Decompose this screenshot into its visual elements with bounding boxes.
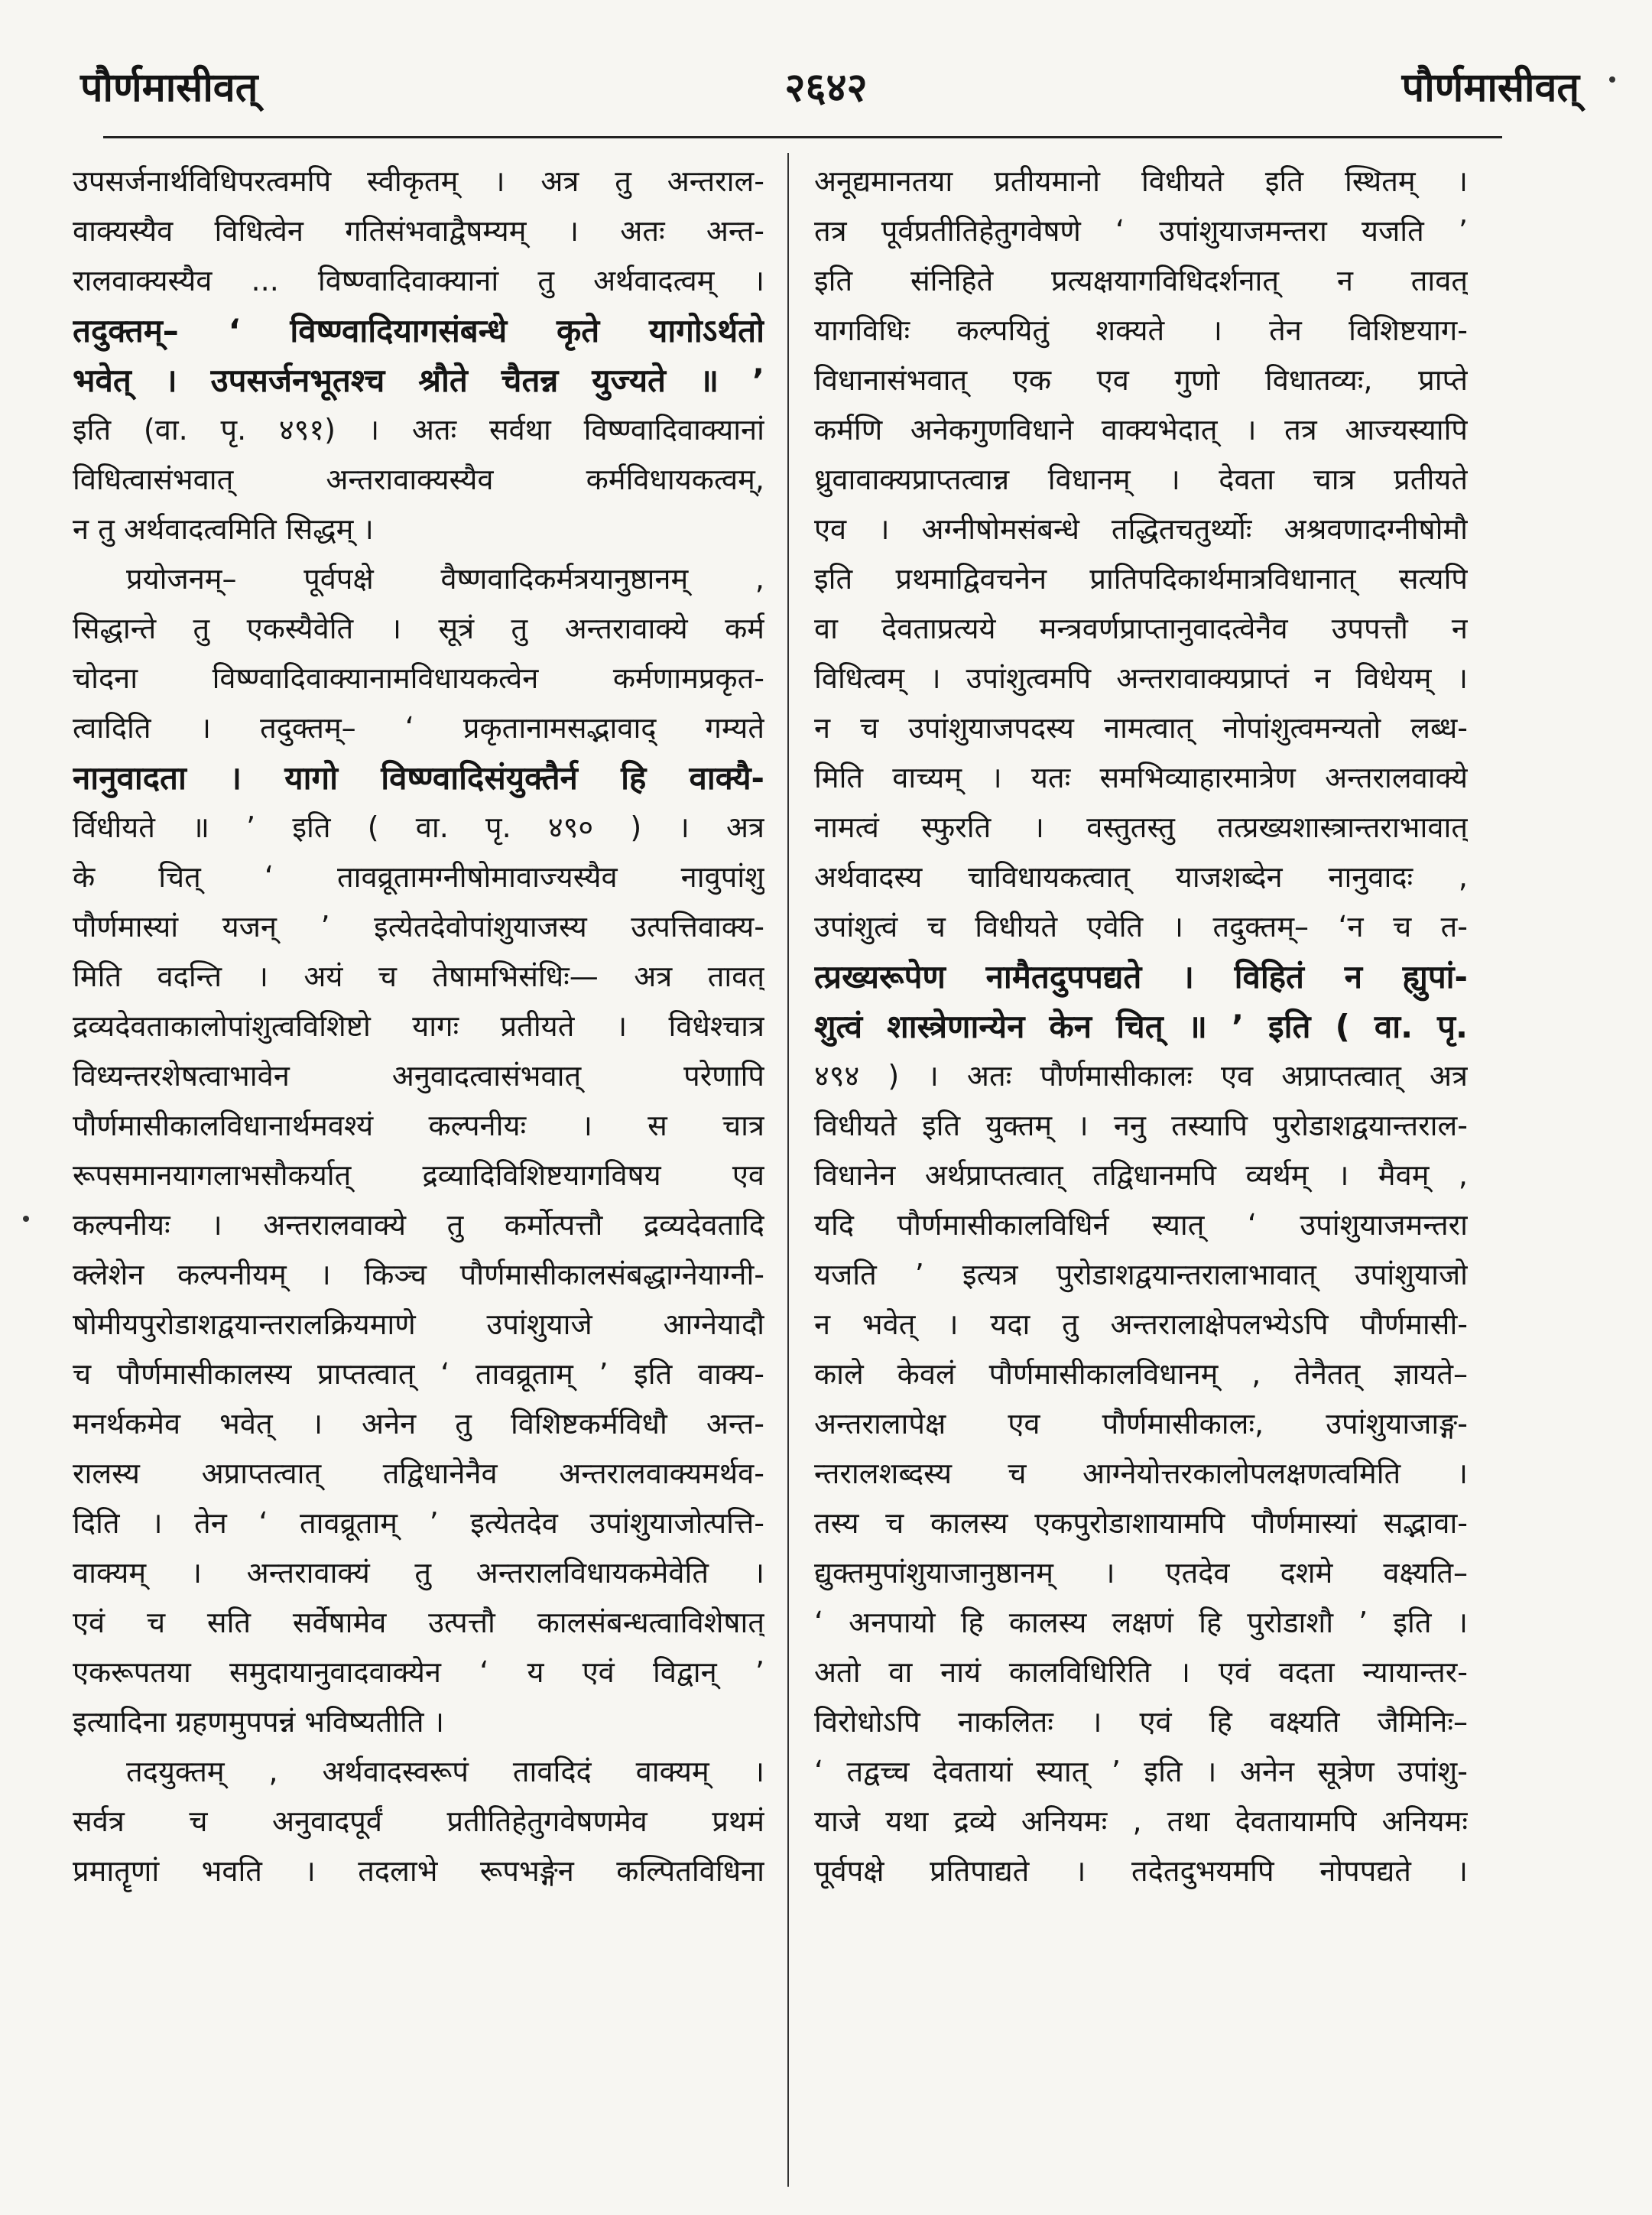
text-line: इति संनिहिते प्रत्यक्षयागविधिदर्शनात् न तावत् [814, 264, 1468, 297]
text-line: ४९४ ) । अतः पौर्णमासीकालः एव अप्राप्तत्वात् अत्र [814, 1059, 1468, 1093]
running-head-right: पौर्णमासीवत् [1401, 65, 1579, 111]
text-line: पौर्णमासीकालविधानार्थमवश्यं कल्पनीयः । स चात्र [73, 1109, 764, 1142]
text-line: तदयुक्तम् , अर्थवादस्वरूपं तावदिदं वाक्यम् । [126, 1755, 764, 1788]
text-line: कर्मणि अनेकगुणविधाने वाक्यभेदात् । तत्र आज्यस्यापि [814, 413, 1468, 447]
text-line: एव । अग्नीषोमसंबन्धे तद्धितचतुर्थ्योः अश्रवणादग्नीषोमौ [814, 512, 1468, 546]
text-line: सर्वत्र च अनुवादपूर्वं प्रतीतिहेतुगवेषणमेव प्रथमं [73, 1804, 764, 1838]
text-line: रालवाक्यस्यैव ... विष्ण्वादिवाक्यानां तु अर्थवादत्वम् । [73, 264, 764, 297]
text-line: एवं च सति सर्वेषामेव उत्पत्तौ कालसंबन्धत्वाविशेषात् [73, 1606, 764, 1639]
text-line: वा देवताप्रत्यये मन्त्रवर्णप्राप्तानुवादत्वेनैव उपपत्तौ न [814, 612, 1468, 645]
text-line: इति प्रथमाद्विवचनेन प्रातिपदिकार्थमात्रविधानात् सत्यपि [814, 562, 1468, 596]
text-line: दिति । तेन ‘ तावव्रूताम् ’ इत्येतदेव उपांशुयाजोत्पत्ति- [73, 1506, 764, 1540]
scan-speck [1609, 76, 1615, 83]
text-line: मिति वदन्ति । अयं च तेषामभिसंधिः— अत्र तावत् [73, 960, 764, 993]
text-line: ध्रुवावाक्यप्राप्तत्वान्न विधानम् । देवता चात्र प्रतीयते [814, 463, 1468, 496]
text-line: त्प्रख्यरूपेण नामैतदुपपद्यते । विहितं न ह्युपां- [814, 958, 1468, 995]
text-line: यदि पौर्णमासीकालविधिर्न स्यात् ‘ उपांशुयाजमन्तरा [814, 1208, 1468, 1242]
text-line: न च उपांशुयाजपदस्य नामत्वात् नोपांशुत्वमन्यतो लब्ध- [814, 711, 1468, 745]
text-line: यजति ’ इत्यत्र पुरोडाशद्वयान्तरालाभावात् उपांशुयाजो [814, 1258, 1468, 1291]
header-rule [103, 136, 1502, 138]
text-line: विधित्वासंभवात् अन्तरावाक्यस्यैव कर्मविधायकत्वम्, [73, 463, 764, 496]
text-line: न भवेत् । यदा तु अन्तरालाक्षेपलभ्येऽपि पौर्णमासी- [814, 1307, 1468, 1341]
text-line: प्रयोजनम्– पूर्वपक्षे वैष्णवादिकर्मत्रयानुष्ठानम् , [126, 562, 764, 596]
text-line: पूर्वपक्षे प्रतिपाद्यते । तदेतदुभयमपि नोपपद्यते । [814, 1854, 1468, 1888]
text-line: अतो वा नायं कालविधिरिति । एवं वदता न्यायान्तर- [814, 1655, 1468, 1689]
text-line: उपांशुत्वं च विधीयते एवेति । तदुक्तम्– ‘न च त- [814, 910, 1468, 943]
text-line: विरोधोऽपि नाकलितः । एवं हि वक्ष्यति जैमिनिः– [814, 1705, 1468, 1739]
text-line: कल्पनीयः । अन्तरालवाक्ये तु कर्मोत्पत्तौ द्रव्यदेवतादि [73, 1208, 764, 1242]
page-header [0, 0, 1652, 134]
text-line: र्विधीयते ॥ ’ इति ( वा. पृ. ४९० ) । अत्र [73, 810, 764, 844]
text-line: नानुवादता । यागो विष्ण्वादिसंयुक्तैर्न हि वाक्यै- [73, 759, 764, 797]
text-line: सिद्धान्ते तु एकस्यैवेति । सूत्रं तु अन्तरावाक्ये कर्म [73, 612, 764, 645]
text-line: भवेत् । उपसर्जनभूतश्च श्रौते चैतन्न युज्यते ॥ ’ [73, 362, 764, 399]
text-line: विधित्वम् । उपांशुत्वमपि अन्तरावाक्यप्राप्तं न विधेयम् । [814, 661, 1468, 695]
text-line: एकरूपतया समुदायानुवादवाक्येन ‘ य एवं विद्वान् ’ [73, 1655, 764, 1689]
text-line: त्वादिति । तदुक्तम्– ‘ प्रकृतानामसद्भावाद् गम्यते [73, 711, 764, 745]
text-line: वाक्यस्यैव विधित्वेन गतिसंभवाद्वैषम्यम् । अतः अन्त- [73, 214, 764, 248]
text-line: द्रव्यदेवताकालोपांशुत्वविशिष्टो यागः प्रतीयते । विधेश्चात्र [73, 1009, 764, 1043]
text-line: रूपसमानयागलाभसौकर्यात् द्रव्यादिविशिष्टयागविषय एव [73, 1158, 764, 1192]
text-line: के चित् ‘ तावव्रूतामग्नीषोमावाज्यस्यैव नावुपांशु [73, 860, 764, 894]
text-line: याजे यथा द्रव्ये अनियमः , तथा देवतायामपि अनियमः [814, 1804, 1468, 1838]
text-line: उपसर्जनार्थविधिपरत्वमपि स्वीकृतम् । अत्र तु अन्तराल- [73, 164, 764, 198]
text-line: वाक्यम् । अन्तरावाक्यं तु अन्तरालविधायकमेवेति । [73, 1556, 764, 1590]
text-line: यागविधिः कल्पयितुं शक्यते । तेन विशिष्टयाग- [814, 313, 1468, 347]
text-line: मिति वाच्यम् । यतः समभिव्याहारमात्रेण अन्तरालवाक्ये [814, 761, 1468, 794]
text-line: च पौर्णमासीकालस्य प्राप्तत्वात् ‘ तावव्रूताम् ’ इति वाक्य- [73, 1357, 764, 1391]
text-line: तस्य च कालस्य एकपुरोडाशायामपि पौर्णमास्यां सद्भावा- [814, 1506, 1468, 1540]
text-line: क्लेशेन कल्पनीयम् । किञ्च पौर्णमासीकालसंबद्धाग्नेयाग्नी- [73, 1258, 764, 1291]
text-line: रालस्य अप्राप्तत्वात् तद्विधानेनैव अन्तरालवाक्यमर्थव- [73, 1457, 764, 1490]
text-line: न तु अर्थवादत्वमिति सिद्धम् । [73, 512, 374, 546]
text-line: द्युक्तमुपांशुयाजानुष्ठानम् । एतदेव दशमे वक्ष्यति– [814, 1556, 1468, 1590]
text-line: विध्यन्तरशेषत्वाभावेन अनुवादत्वासंभवात् परेणापि [73, 1059, 764, 1093]
text-line: तदुक्तम्– ‘ विष्ण्वादियागसंबन्धे कृते यागोऽर्थतो [73, 312, 764, 349]
text-line: अनूद्यमानतया प्रतीयमानो विधीयते इति स्थितम् । [814, 164, 1468, 198]
left-column [73, 157, 764, 2183]
text-line: ‘ अनपायो हि कालस्य लक्षणं हि पुरोडाशौ ’ इति । [814, 1606, 1468, 1639]
text-line: इत्यादिना ग्रहणमुपपन्नं भविष्यतीति । [73, 1705, 445, 1739]
right-column [814, 157, 1468, 2183]
text-line: प्रमातॄणां भवति । तदलाभे रूपभङ्गेन कल्पितविधिना [73, 1854, 764, 1888]
text-line: पौर्णमास्यां यजन् ’ इत्येतदेवोपांशुयाजस्य उत्पत्तिवाक्य- [73, 910, 764, 943]
text-line: षोमीयपुरोडाशद्वयान्तरालक्रियमाणे उपांशुयाजे आग्नेयादौ [73, 1307, 764, 1341]
text-line: विधानासंभवात् एक एव गुणो विधातव्यः, प्राप्ते [814, 363, 1468, 397]
text-line: ‘ तद्वच्च देवतायां स्यात् ’ इति । अनेन सूत्रेण उपांशु- [814, 1755, 1468, 1788]
running-head-left: पौर्णमासीवत् [80, 65, 258, 111]
text-line: इति (वा. पृ. ४९१) । अतः सर्वथा विष्ण्वादिवाक्यानां [73, 413, 764, 447]
text-line: विधानेन अर्थप्राप्तत्वात् तद्विधानमपि व्यर्थम् । मैवम् , [814, 1158, 1468, 1192]
text-line: मनर्थकमेव भवेत् । अनेन तु विशिष्टकर्मविधौ अन्त- [73, 1407, 764, 1440]
text-line: शुत्वं शास्त्रेणान्येन केन चित् ॥ ’ इति ( वा. पृ. [814, 1008, 1468, 1045]
text-line: नामत्वं स्फुरति । वस्तुतस्तु तत्प्रख्यशास्त्रान्तराभावात् [814, 810, 1468, 844]
text-line: चोदना विष्ण्वादिवाक्यानामविधायकत्वेन कर्मणामप्रकृत- [73, 661, 764, 695]
column-divider [787, 153, 789, 2187]
text-line: काले केवलं पौर्णमासीकालविधानम् , तेनैतत् ज्ञायते– [814, 1357, 1468, 1391]
text-line: अन्तरालापेक्ष एव पौर्णमासीकालः, उपांशुयाजाङ्ग- [814, 1407, 1468, 1440]
scan-speck [23, 1216, 29, 1222]
page-number: २६४२ [784, 65, 868, 111]
text-line: तत्र पूर्वप्रतीतिहेतुगवेषणे ‘ उपांशुयाजमन्तरा यजति ’ [814, 214, 1468, 248]
text-line: अर्थवादस्य चाविधायकत्वात् याजशब्देन नानुवादः , [814, 860, 1468, 894]
text-line: विधीयते इति युक्तम् । ननु तस्यापि पुरोडाशद्वयान्तराल- [814, 1109, 1468, 1142]
text-line: न्तरालशब्दस्य च आग्नेयोत्तरकालोपलक्षणत्वमिति । [814, 1457, 1468, 1490]
